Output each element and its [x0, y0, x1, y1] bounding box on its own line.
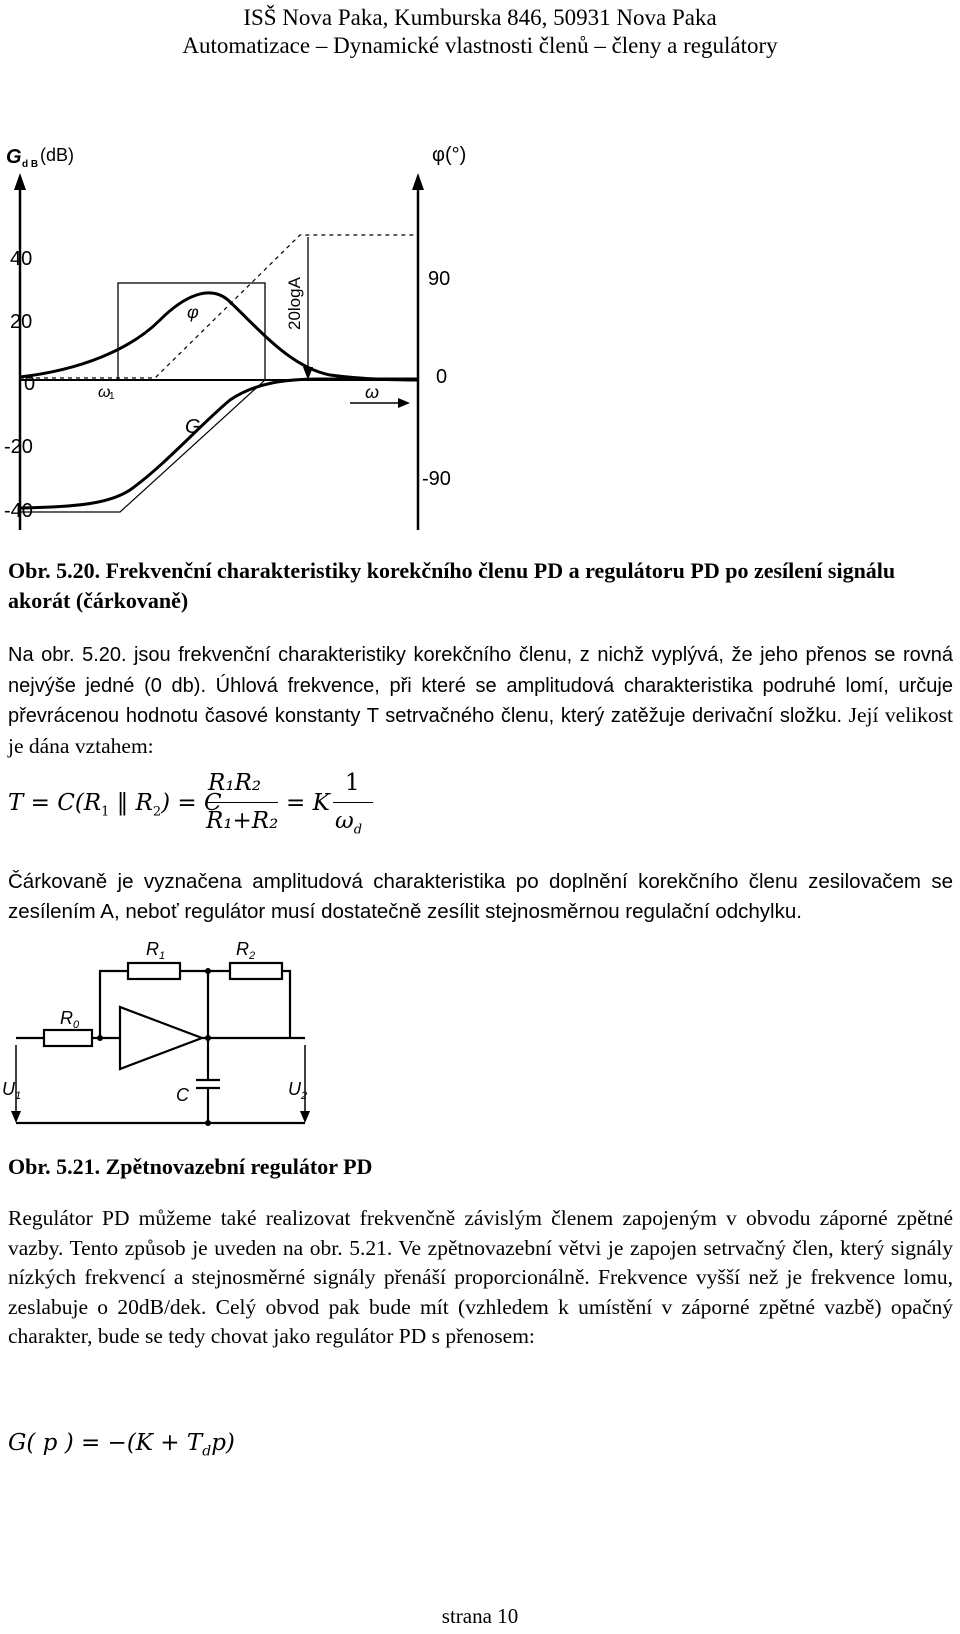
pd-regulator-circuit — [0, 935, 330, 1150]
r2-resistor — [230, 963, 282, 979]
phase-tick-label: 90 — [428, 268, 451, 290]
eq1-frac2-den: $\omega_d$ — [335, 808, 363, 838]
paragraph-1-tail: Její velikost je dána vztahem: — [8, 703, 954, 758]
eq1-denominator: R₁+R₂ — [206, 808, 279, 834]
gain-tick-label: 40 — [10, 248, 33, 270]
header-line-1: ISŠ Nova Paka, Kumburska 846, 50931 Nova Paka — [243, 5, 717, 30]
r1-label: $R_1$ — [146, 939, 166, 962]
figure2-caption: Obr. 5.21. Zpětnovazební regulátor PD — [8, 1154, 373, 1179]
header-line-2: Automatizace – Dynamické vlastnosti členů – členy a regulátory — [182, 33, 778, 58]
phase-axis-arrow — [412, 173, 424, 190]
eq1-frac2-num: 1 — [345, 770, 360, 796]
eq1-lhs: $T = C(R_1$ ‖ $R_2) = C$ — [8, 790, 222, 820]
amplified-asymptote — [20, 235, 418, 378]
c-label: C — [176, 1085, 189, 1105]
equation-1 — [8, 770, 408, 846]
u1-label: $U_1$ — [2, 1079, 22, 1102]
g-label: G — [185, 416, 201, 438]
omega1-sub: 1 — [109, 391, 115, 402]
page-number: strana 10 — [441, 1604, 519, 1628]
gain-curve — [20, 379, 418, 508]
figure1-caption: Obr. 5.20. Frekvenční charakteristiky korekčního členu PD a regulátoru PD po zesílení signálu akorát (čárkovaně) — [8, 558, 896, 613]
gain-axis-sub: d B — [22, 159, 39, 170]
paragraph-2-sans: Čárkovaně je vyznačena amplitudová charakteristika po doplnění korekčního členu zesilovačem se zesílením A, neboť regulátor musí dostatečně zesílit stejnosměrnou regulační odchylku. — [8, 870, 953, 923]
eq1-frac2-bar — [333, 802, 373, 803]
r0-label: $R_0$ — [60, 1008, 80, 1031]
phi-label: φ — [187, 302, 199, 322]
bode-plot-figure — [0, 135, 480, 540]
eq1-rhs: = K — [286, 790, 330, 816]
equation-2: G( p ) = $-(K + T_dp)$ — [8, 1430, 235, 1460]
paragraph-3: Regulátor PD můžeme také realizovat frekvenčně závislým členem zapojeným v obvodu záporné zpětné vazby. Tento způsob je uveden na obr. 5.21. Ve zpětnovazební větvi je zapojen setrvačný člen, který signály nízkých frekvencí a stejnosměrné signály přenáší proporcionálně. Frekvence vyšší než je frekvence lomu, zeslabuje o 20dB/dek. Celý obvod pak bude mít (vzhledem k umístění v záporné zpětné vazbě) opačný charakter, bude se tedy chovat jako regulátor PD s přenosem: — [8, 1206, 953, 1348]
paragraph-1 — [8, 640, 953, 761]
gain-axis-label: G — [6, 146, 22, 168]
gain-tick-label: 20 — [10, 311, 33, 333]
gain-axis-unit: (dB) — [40, 145, 75, 165]
u2-label: $U_2$ — [288, 1079, 308, 1102]
omega-label: ω — [365, 382, 380, 402]
gain-axis-arrow — [14, 173, 26, 190]
r0-resistor — [44, 1030, 92, 1046]
omega-arrow-head — [398, 398, 410, 408]
eq1-fraction-bar — [206, 802, 278, 803]
r2-label: $R_2$ — [236, 939, 256, 962]
paragraph-2 — [8, 867, 953, 926]
phase-axis-label: φ(°) — [432, 144, 467, 166]
gain-tick-label: -20 — [4, 436, 33, 458]
gain-tick-label: 0 — [24, 373, 36, 395]
paragraph-1-ref: Na obr. 5.20. — [8, 644, 127, 666]
r1-resistor — [128, 963, 180, 979]
gain-arrow-label: 20logA — [285, 277, 304, 330]
phase-curve — [20, 293, 418, 380]
phase-tick-label: -90 — [422, 468, 451, 490]
eq1-numerator: R₁R₂ — [208, 770, 262, 796]
opamp-symbol — [120, 1007, 202, 1069]
paragraph-1-body: jsou frekvenční charakteristiky korekčního členu, z nichž vyplývá, že jeho přenos se rovná nejvýše jedné (0 db). Úhlová frekvence, při které se amplitudová charakteristika podruhé lomí, určuje převrácenou hodnotu časové konstanty T setrvačného členu, který zatěžuje derivační složku. — [8, 644, 954, 727]
phase-tick-label: 0 — [436, 366, 448, 388]
gain-tick-label: -40 — [4, 500, 33, 522]
feedback-wire — [100, 971, 128, 1038]
omega1-label: ω — [98, 384, 111, 401]
